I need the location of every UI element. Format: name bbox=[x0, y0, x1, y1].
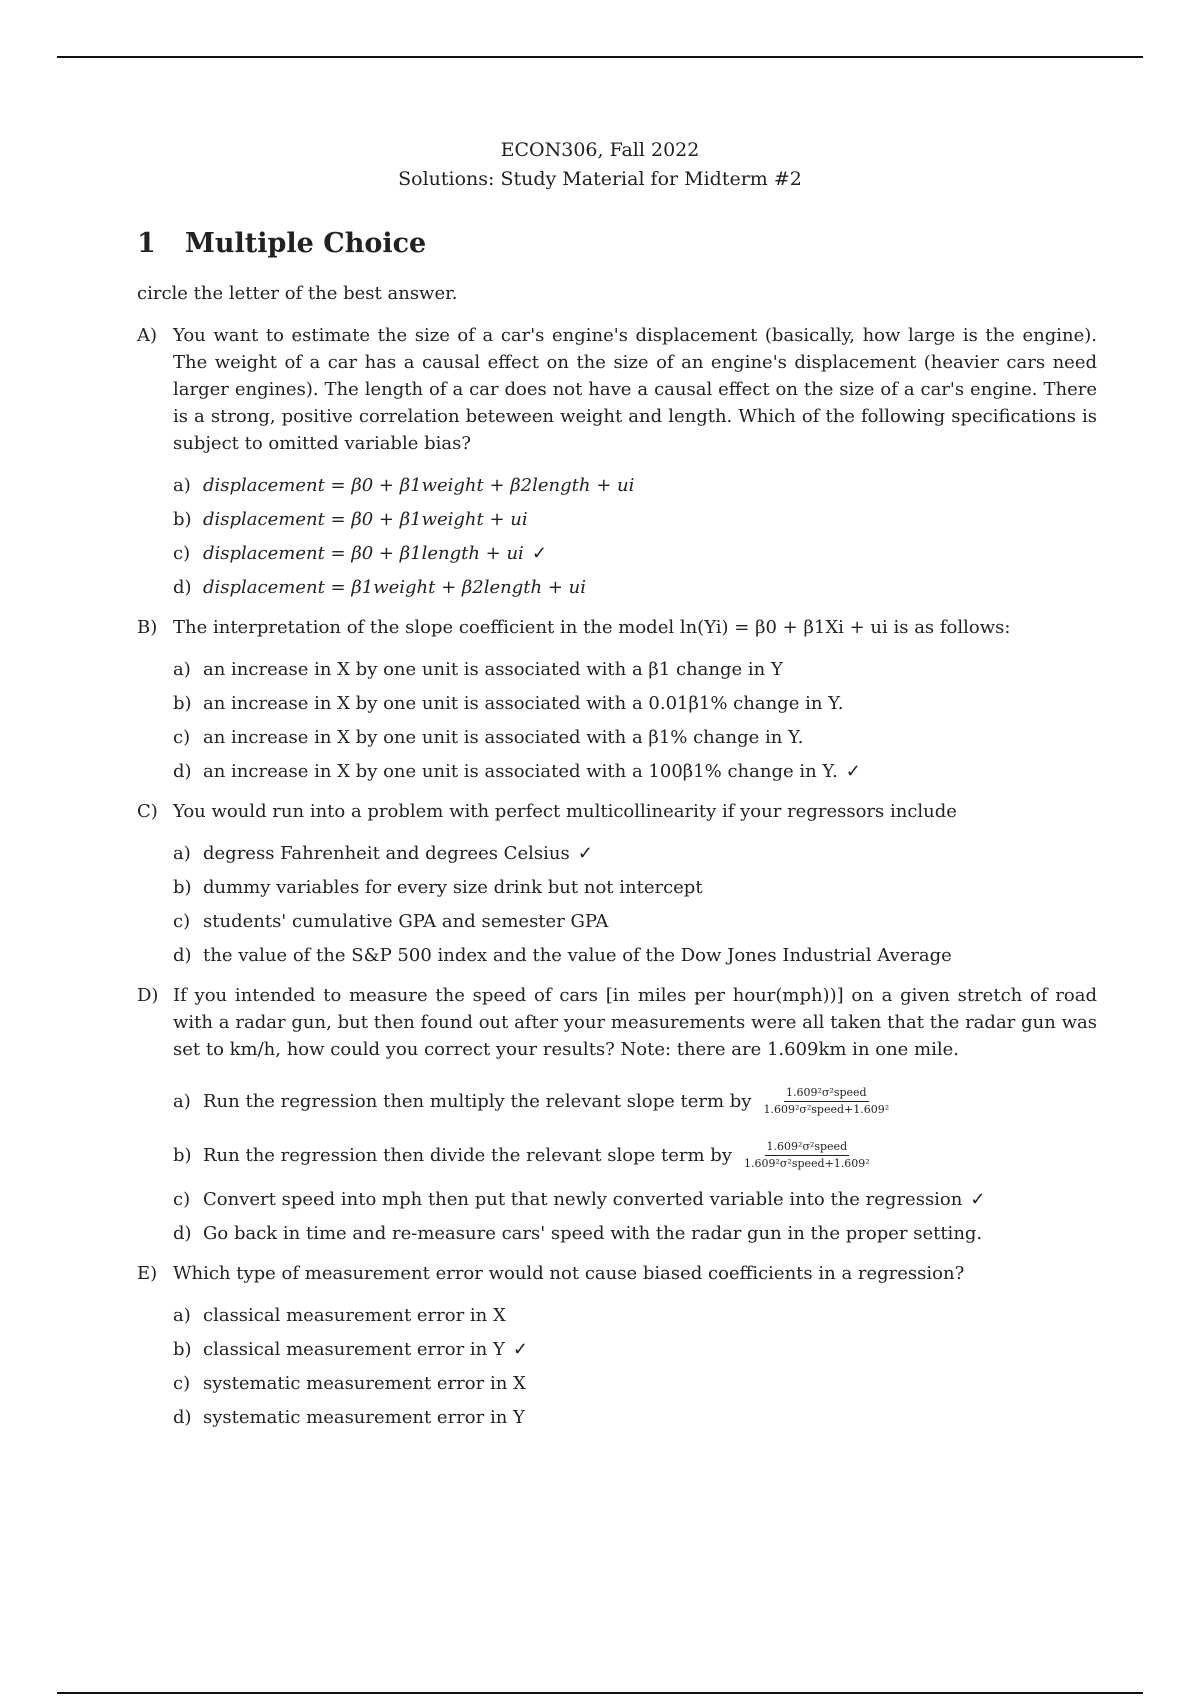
question-text: If you intended to measure the speed of cars [in miles per hour(mph))] on a given stretch of road with a radar gun, but then found out after your measurements were all taken that the radar gun was set to km/h, how could you correct your results? Note: there are 1.609km in one mile. bbox=[173, 985, 1097, 1060]
check-icon: ✓ bbox=[845, 760, 861, 782]
option-text: displacement = β0 + β1weight + ui bbox=[203, 508, 528, 530]
question-list bbox=[137, 322, 1097, 1444]
option-b[interactable]: b) an increase in X by one unit is associated with a 0.01β1% change in Y. bbox=[173, 686, 1097, 720]
option-text: Run the regression then multiply the relevant slope term by bbox=[203, 1090, 752, 1112]
option-a[interactable]: a) classical measurement error in X bbox=[173, 1298, 1097, 1332]
option-a[interactable]: a) an increase in X by one unit is associated with a β1 change in Y bbox=[173, 652, 1097, 686]
question-letter: A) bbox=[137, 325, 158, 346]
option-d[interactable]: d) Go back in time and re-measure cars' speed with the radar gun in the proper setting. bbox=[173, 1216, 1097, 1250]
question-text: The interpretation of the slope coefficient in the model ln(Yi) = β0 + β1Xi + ui is as follows: bbox=[173, 617, 1011, 638]
question-c bbox=[137, 798, 1097, 972]
course-title: ECON306, Fall 2022 bbox=[500, 139, 700, 161]
option-text: Convert speed into mph then put that newly converted variable into the regression bbox=[203, 1188, 963, 1210]
option-c[interactable]: c) displacement = β0 + β1length + ui ✓ bbox=[173, 536, 1097, 570]
option-d[interactable]: d) an increase in X by one unit is associated with a 100β1% change in Y. ✓ bbox=[173, 754, 1097, 788]
option-c[interactable]: c) an increase in X by one unit is associated with a β1% change in Y. bbox=[173, 720, 1097, 754]
option-d[interactable]: d) displacement = β1weight + β2length + ui bbox=[173, 570, 1097, 604]
option-text: classical measurement error in X bbox=[203, 1304, 506, 1326]
fraction bbox=[742, 1140, 872, 1171]
bottom-rule bbox=[57, 1692, 1143, 1694]
option-text: displacement = β0 + β1weight + β2length + ui bbox=[203, 474, 635, 496]
question-letter: E) bbox=[137, 1263, 158, 1284]
check-icon: ✓ bbox=[531, 542, 547, 564]
option-d[interactable]: d) the value of the S&P 500 index and the value of the Dow Jones Industrial Average bbox=[173, 938, 1097, 972]
check-icon: ✓ bbox=[970, 1188, 986, 1210]
option-text: an increase in X by one unit is associated with a 100β1% change in Y. bbox=[203, 760, 838, 782]
check-icon: ✓ bbox=[512, 1338, 528, 1360]
option-c[interactable]: c) systematic measurement error in X bbox=[173, 1366, 1097, 1400]
document-header bbox=[0, 136, 1200, 194]
document-subtitle: Solutions: Study Material for Midterm #2 bbox=[398, 168, 802, 190]
option-text: displacement = β1weight + β2length + ui bbox=[203, 576, 586, 598]
fraction-denominator: 1.609²σ²speed+1.609² bbox=[744, 1156, 870, 1170]
option-text: Go back in time and re-measure cars' speed with the radar gun in the proper setting. bbox=[203, 1222, 983, 1244]
option-b[interactable]: b) dummy variables for every size drink but not intercept bbox=[173, 870, 1097, 904]
option-text: Run the regression then divide the relevant slope term by bbox=[203, 1144, 732, 1166]
option-c[interactable]: c) Convert speed into mph then put that newly converted variable into the regression ✓ bbox=[173, 1182, 1097, 1216]
option-text: dummy variables for every size drink but not intercept bbox=[203, 876, 703, 898]
instructions: circle the letter of the best answer. bbox=[137, 283, 458, 304]
top-rule bbox=[57, 56, 1143, 58]
option-text: systematic measurement error in Y bbox=[203, 1406, 525, 1428]
question-text: You would run into a problem with perfect multicollinearity if your regressors include bbox=[173, 801, 957, 822]
question-e bbox=[137, 1260, 1097, 1434]
option-text: students' cumulative GPA and semester GPA bbox=[203, 910, 609, 932]
question-d bbox=[137, 982, 1097, 1250]
option-text: systematic measurement error in X bbox=[203, 1372, 526, 1394]
fraction-numerator: 1.609²σ²speed bbox=[765, 1140, 850, 1156]
option-a[interactable]: a) displacement = β0 + β1weight + β2length + ui bbox=[173, 468, 1097, 502]
fraction-denominator: 1.609²σ²speed+1.609² bbox=[763, 1102, 890, 1116]
question-letter: C) bbox=[137, 801, 158, 822]
option-text: displacement = β0 + β1length + ui bbox=[203, 542, 524, 564]
check-icon: ✓ bbox=[577, 842, 593, 864]
question-a bbox=[137, 322, 1097, 604]
fraction bbox=[761, 1086, 891, 1117]
section-number: 1 bbox=[137, 228, 156, 259]
option-text: classical measurement error in Y bbox=[203, 1338, 505, 1360]
question-text: You want to estimate the size of a car's engine's displacement (basically, how large is the engine). The weight of a car has a causal effect on the size of an engine's displacement (heavier cars need larger engines). The length of a car does not have a causal effect on the size of a car's engine. There is a strong, positive correlation beteween weight and length. Which of the following specifications is subject to omitted variable bias? bbox=[173, 325, 1097, 454]
option-d[interactable]: d) systematic measurement error in Y bbox=[173, 1400, 1097, 1434]
question-text: Which type of measurement error would not cause biased coefficients in a regression? bbox=[173, 1263, 965, 1284]
section-title: Multiple Choice bbox=[185, 228, 427, 259]
option-b[interactable]: b) Run the regression then divide the relevant slope term by $\frac{\text{1.609²σ²speed}}{\text{1.609²σ²speed+1.609²}}$ bbox=[173, 1139, 870, 1170]
option-b[interactable]: b) classical measurement error in Y ✓ bbox=[173, 1332, 1097, 1366]
fraction-numerator: 1.609²σ²speed bbox=[784, 1086, 869, 1102]
section-heading bbox=[137, 228, 426, 259]
question-b bbox=[137, 614, 1097, 788]
option-text: an increase in X by one unit is associated with a 0.01β1% change in Y. bbox=[203, 692, 844, 714]
option-text: the value of the S&P 500 index and the value of the Dow Jones Industrial Average bbox=[203, 944, 952, 966]
option-text: an increase in X by one unit is associated with a β1% change in Y. bbox=[203, 726, 804, 748]
option-c[interactable]: c) students' cumulative GPA and semester GPA bbox=[173, 904, 1097, 938]
question-letter: B) bbox=[137, 617, 158, 638]
option-b[interactable]: b) displacement = β0 + β1weight + ui bbox=[173, 502, 1097, 536]
option-a[interactable]: a) degress Fahrenheit and degrees Celsius ✓ bbox=[173, 836, 1097, 870]
option-a[interactable]: a) Run the regression then multiply the relevant slope term by $\frac{\text{1.609²σ²speed}}{\text{1.609²σ²speed+1.609²}}$ bbox=[173, 1085, 890, 1116]
question-letter: D) bbox=[137, 985, 159, 1006]
option-text: degress Fahrenheit and degrees Celsius bbox=[203, 842, 570, 864]
option-text: an increase in X by one unit is associated with a β1 change in Y bbox=[203, 658, 783, 680]
